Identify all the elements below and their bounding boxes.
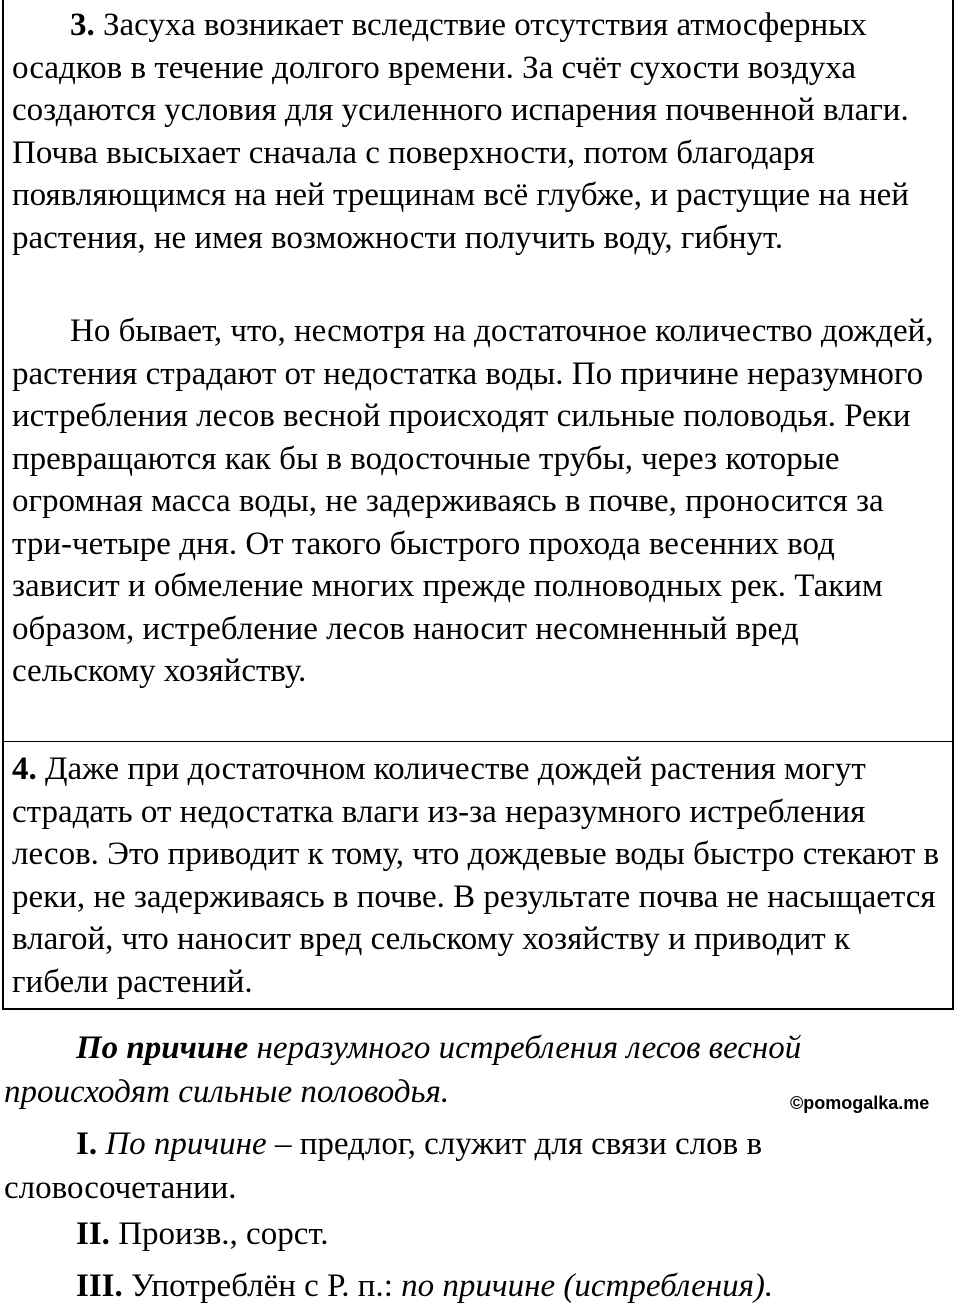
item-4-text: Даже при достаточном количестве дождей растения могут страдать от недостатка влаги из-за неразумного истребления лесов. Это приводит к тому, что дождевые воды быстро стекают в реки, не задерживаясь в почве. В результате почва не насыщается влагой, что наносит вред сельскому хозяйству и приводит к гибели растений.	[12, 751, 940, 1000]
item-3-number: 3.	[70, 7, 95, 43]
analysis-point-3	[4, 1264, 944, 1308]
item-4-number: 4.	[12, 751, 37, 787]
example-rest: неразумного истребления лесов весной происходят сильные половодья.	[4, 1030, 802, 1110]
analysis-point-2	[4, 1212, 944, 1256]
point-1-label: I.	[76, 1126, 98, 1162]
item-3-paragraph-2: Но бывает, что, несмотря на достаточное количество дождей, растения страдают от недостатка воды. По причине неразумного истребления лесов весной происходят сильные половодья. Реки превращаются как бы в водосточные трубы, через которые огромная масса воды, не задерживаясь в почве, проносится за три-четыре дня. От такого быстрого прохода весенних вод зависит и обмеление многих прежде полноводных рек. Таким образом, истребление лесов наносит несомненный вред сельскому хозяйству.	[12, 313, 934, 689]
item-3-text-1: Засуха возникает вследствие отсутствия атмосферных осадков в течение долгого времени. За счёт сухости воздуха создаются условия для усиленного испарения почвенной влаги. Почва высыхает сначала с поверхности, потом благодаря появляющимся на ней трещинам всё глубже, и растущие на ней растения, не имея возможности получить воду, гибнут.	[12, 7, 909, 256]
point-1-italic: По причине	[105, 1126, 267, 1162]
point-2-text: Произв., сорст.	[109, 1216, 329, 1252]
point-3-italic: по причине (истребления).	[401, 1268, 774, 1304]
point-3-text: Употреблён с Р. п.:	[122, 1268, 402, 1304]
point-2-label: II.	[76, 1216, 110, 1252]
example-bold: По причине	[76, 1030, 249, 1066]
point-3-label: III.	[76, 1268, 123, 1304]
item-4-paragraph	[12, 748, 942, 1003]
item-3-paragraph-1	[12, 4, 942, 259]
analysis-point-1	[4, 1122, 944, 1210]
point-1-text: – предлог, служит для связи слов в словосочетании.	[4, 1126, 763, 1206]
watermark: ©pomogalka.me	[790, 1093, 930, 1113]
